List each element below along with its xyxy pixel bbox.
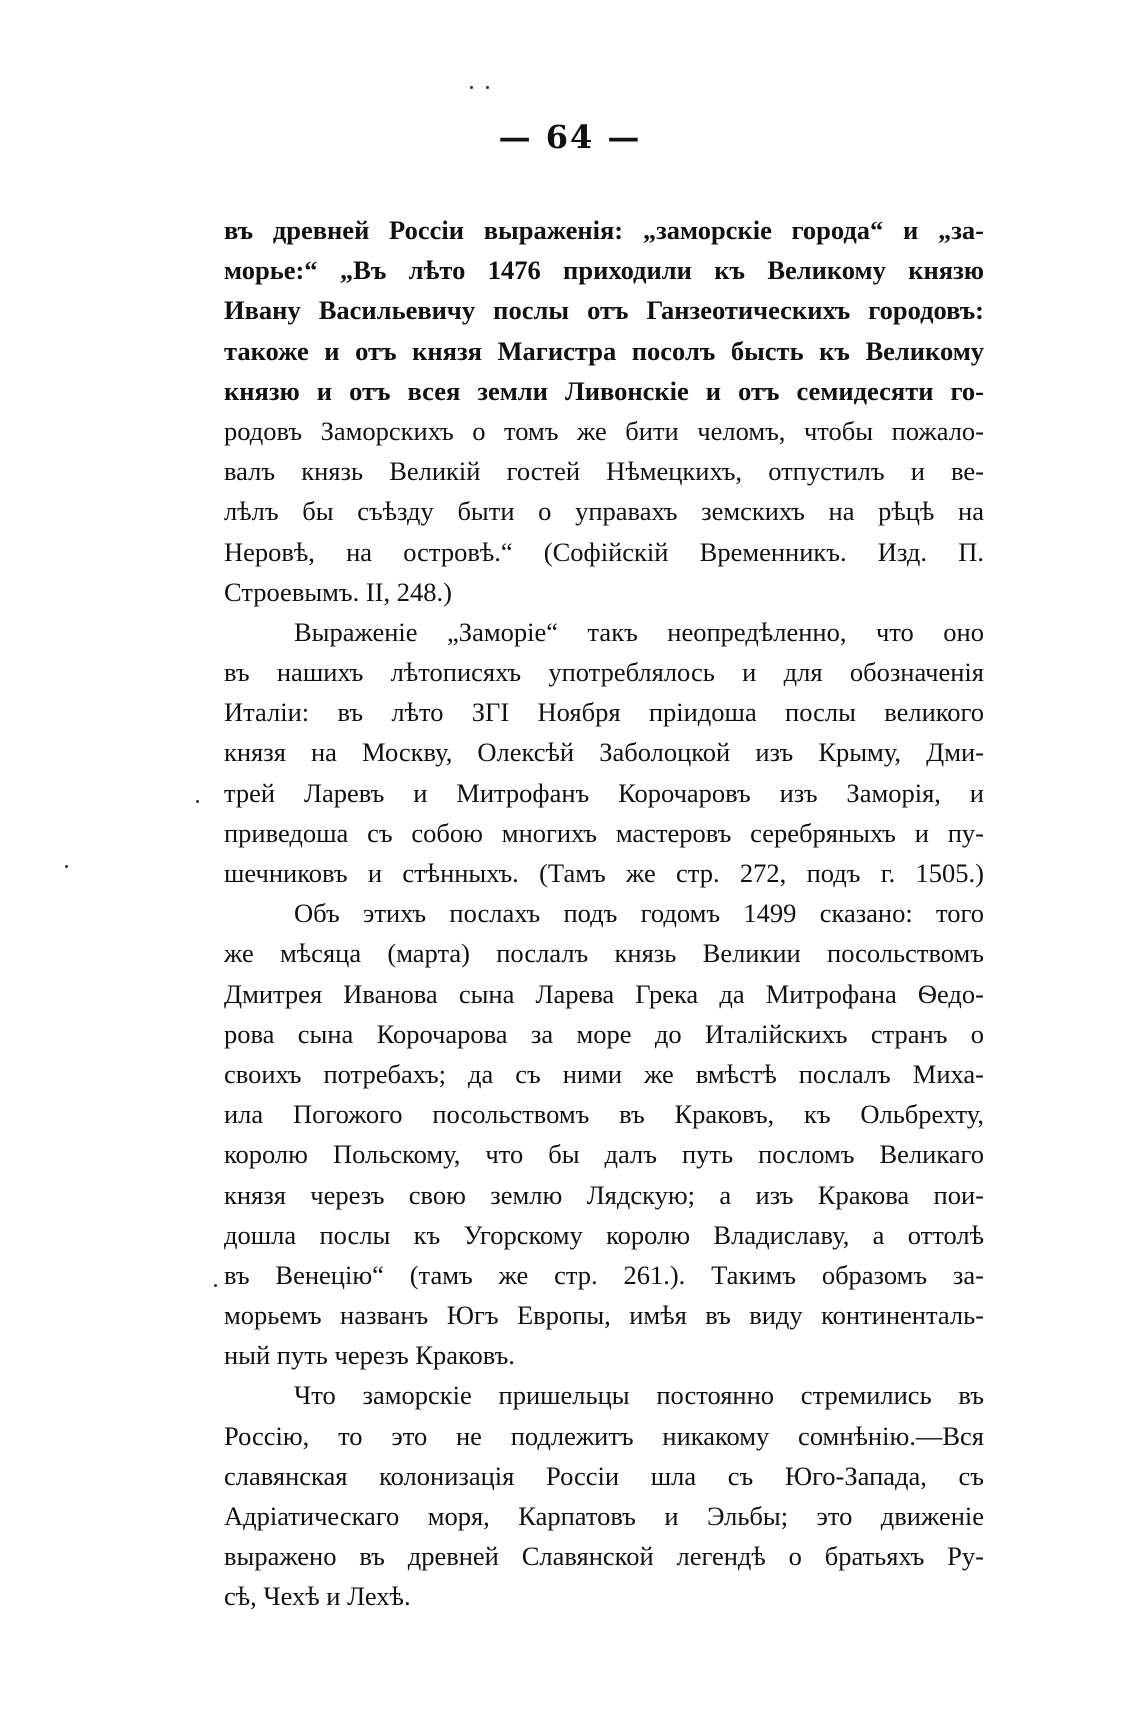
text-line: ный путь черезъ Краковъ. [224,1340,515,1371]
text-line: морьемъ названъ Югъ Европы, имѣя въ виду континенталь- [224,1300,984,1331]
text-line: же мѣсяца (марта) послалъ князь Великии посольствомъ [224,938,984,969]
text-line: Объ этихъ послахъ подъ годомъ 1499 сказано: того [294,898,984,929]
text-line: приведоша съ собою многихъ мастеровъ серебряныхъ и пу- [224,817,984,848]
text-line: ила Погожого посольствомъ въ Краковъ, къ Ольбрехту, [224,1099,984,1130]
page-number: — 64 — [498,118,642,156]
scan-speck [470,86,473,89]
text-line: Неровѣ, на островѣ.“ (Софійскій Временникъ. Изд. П. [224,536,984,567]
text-line: въ нашихъ лѣтописяхъ употреблялось и для обозначенія [224,657,984,688]
text-line: Россію, то это не подлежитъ никакому сомнѣнію.—Вся [224,1420,984,1451]
paragraph [224,612,984,893]
text-line: валъ князь Великій гостей Нѣмецкихъ, отпустилъ и ве- [224,456,984,487]
text-line: родовъ Заморскихъ о томъ же бити челомъ, чтобы пожало- [224,415,984,446]
text-line: морье:“ „Въ лѣто 1476 приходили къ Великому князю [224,255,984,286]
text-line: Выраженіе „Заморіе“ такъ неопредѣленно, что оно [294,616,984,647]
text-line: Ивану Васильевичу послы отъ Ганзеотическихъ городовъ: [224,295,984,326]
text-line: королю Польскому, что бы далъ путь посломъ Великаго [224,1139,984,1170]
text-line: князя черезъ свою землю Лядскую; а изъ Кракова пои- [224,1179,984,1210]
text-line: такоже и отъ князя Магистра посолъ бысть къ Великому [224,335,984,366]
text-line: шечниковъ и стѣнныхъ. (Тамъ же стр. 272, подъ г. 1505.) [224,858,984,888]
text-line: рова сына Корочарова за море до Италійскихъ странъ о [224,1018,984,1049]
text-line: своихъ потребахъ; да съ ними же вмѣстѣ послалъ Миха- [224,1058,984,1089]
paragraph [224,1375,984,1616]
text-line: трей Ларевъ и Митрофанъ Корочаровъ изъ Заморія, и [224,777,984,808]
text-line: въ древней Россіи выраженія: „заморскіе города“ и „за- [224,215,984,245]
scan-speck [65,865,68,868]
text-line: дошла послы къ Угорскому королю Владиславу, а оттолѣ [224,1219,984,1250]
text-line: Строевымъ. II, 248.) [224,576,452,607]
scan-speck [214,1284,217,1287]
paragraph [224,893,984,1375]
text-line: Адріатическаго моря, Карпатовъ и Эльбы; это движеніе [224,1501,984,1531]
text-line: князя на Москву, Олексѣй Заболоцкой изъ Крыму, Дми- [224,737,984,768]
scan-speck [486,86,489,89]
body-text [224,210,984,1617]
text-line: въ Венецію“ (тамъ же стр. 261.). Такимъ образомъ за- [224,1259,984,1290]
text-line: лѣлъ бы съѣзду быти о управахъ земскихъ на рѣцѣ на [224,496,984,527]
scan-speck [196,800,199,803]
paragraph [224,210,984,612]
text-line: Италіи: въ лѣто ЗГІ Ноября пріидоша послы великого [224,697,984,728]
text-line: сѣ, Чехѣ и Лехѣ. [224,1581,411,1612]
text-line: князю и отъ всея земли Ливонскіе и отъ семидесяти го- [224,375,984,406]
text-line: Что заморскіе пришельцы постоянно стремились въ [294,1380,984,1411]
text-line: выражено въ древней Славянской легендѣ о братьяхъ Ру- [224,1541,984,1572]
text-line: славянская колонизація Россіи шла съ Юго-Запада, съ [224,1460,984,1491]
text-line: Дмитрея Иванова сына Ларева Грека да Митрофана Ѳедо- [224,978,984,1009]
